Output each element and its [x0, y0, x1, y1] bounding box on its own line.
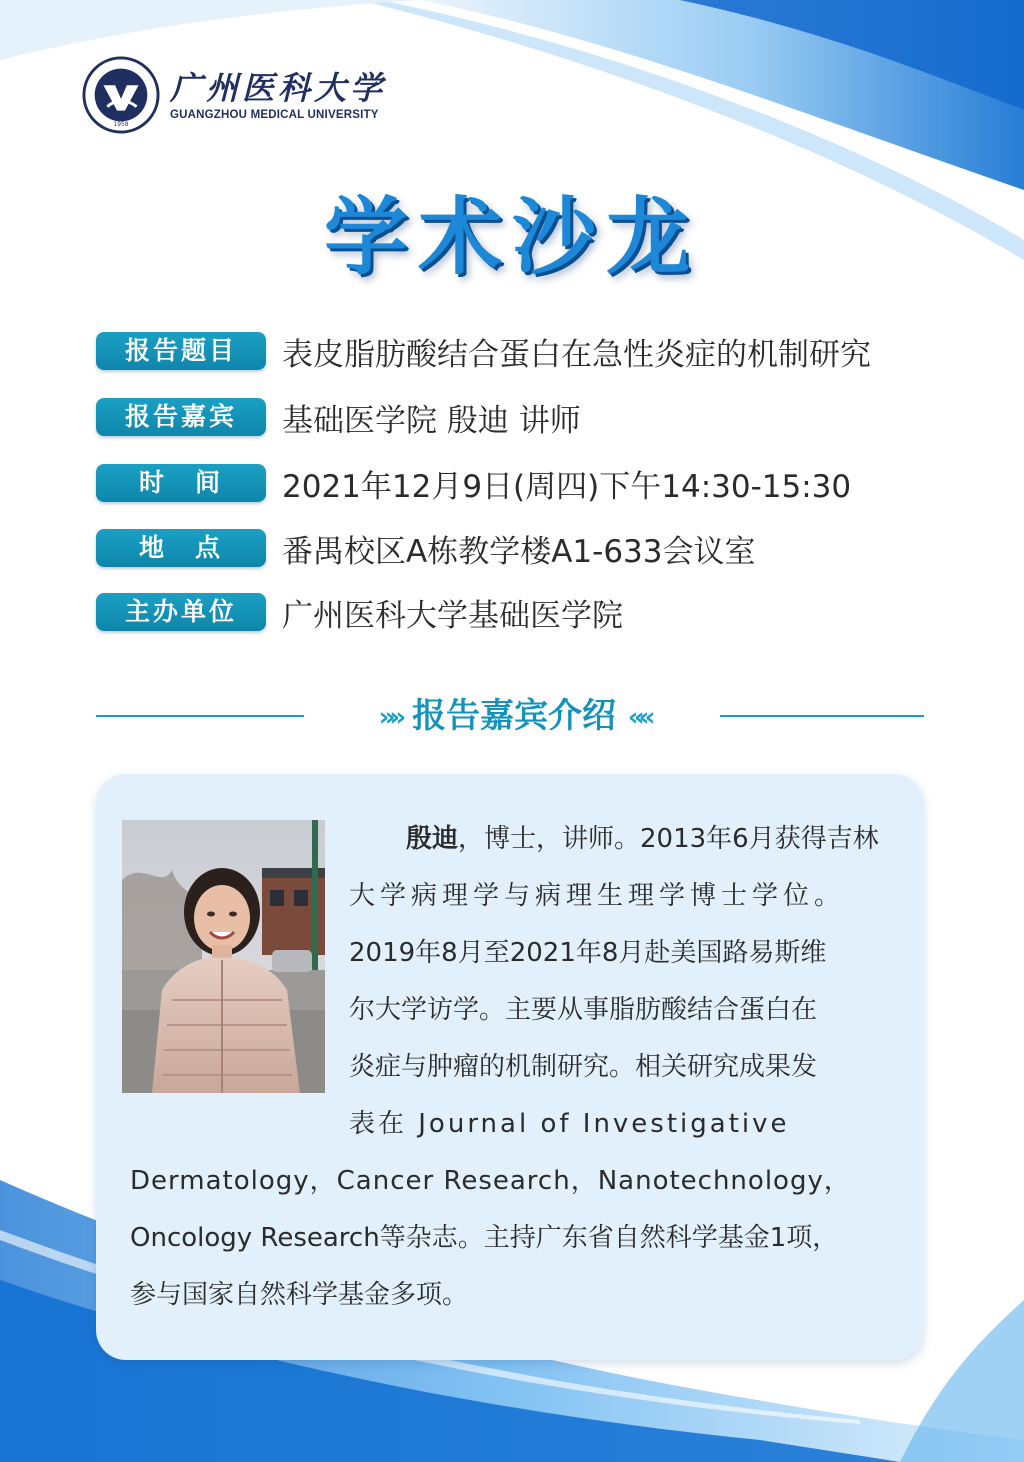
bio-line	[406, 818, 879, 855]
info-label: 地 点	[96, 529, 266, 567]
info-value: 广州医科大学基础医学院	[282, 597, 623, 634]
university-name-en: GUANGZHOU MEDICAL UNIVERSITY	[170, 109, 379, 121]
chevrons-left-icon: ««	[627, 702, 650, 733]
bio-line: Dermatology，Cancer Research，Nanotechnology，	[130, 1166, 851, 1196]
info-row-time	[96, 464, 852, 505]
bio-card	[96, 774, 924, 1360]
bio-line: 参与国家自然科学基金多项。	[130, 1280, 469, 1310]
bio-line: 大学病理学与病理生理学博士学位。	[349, 881, 846, 911]
bio-line: 表在 Journal of Investigative	[349, 1109, 790, 1139]
bio-line: Oncology Research等杂志。主持广东省自然科学基金1项，	[130, 1223, 839, 1253]
poster-title: 学术沙龙	[323, 188, 700, 286]
info-row-organizer	[96, 593, 623, 634]
seal-year: 1958	[113, 122, 129, 129]
section-title	[328, 690, 700, 742]
speaker-photo	[122, 820, 325, 1093]
bio-line: 尔大学访学。主要从事脂肪酸结合蛋白在	[349, 995, 818, 1025]
divider-line	[720, 715, 924, 717]
info-value: 表皮脂肪酸结合蛋白在急性炎症的机制研究	[282, 336, 871, 373]
info-value: 基础医学院 殷迪 讲师	[282, 402, 581, 439]
divider-line	[96, 715, 304, 717]
info-row-topic	[96, 332, 871, 373]
info-label: 时 间	[96, 464, 266, 502]
university-name-cn: 广州医科大学	[170, 69, 387, 107]
university-seal-icon	[82, 56, 160, 134]
section-heading	[96, 690, 924, 742]
bio-line: 炎症与肿瘤的机制研究。相关研究成果发	[349, 1052, 818, 1082]
bio-line: 2019年8月至2021年8月赴美国路易斯维	[349, 938, 827, 968]
university-logo	[82, 60, 386, 130]
info-label: 报告嘉宾	[96, 398, 266, 436]
info-row-speaker	[96, 398, 581, 439]
section-title-text: 报告嘉宾介绍	[412, 696, 616, 736]
speaker-name: 殷迪	[406, 824, 459, 854]
info-value: 番禺校区A栋教学楼A1-633会议室	[282, 533, 756, 570]
info-label: 报告题目	[96, 332, 266, 370]
info-label: 主办单位	[96, 593, 266, 631]
info-row-location	[96, 529, 756, 570]
chevrons-right-icon: »»	[378, 702, 401, 733]
bio-text: ，博士，讲师。2013年6月获得吉林	[458, 824, 879, 854]
info-value: 2021年12月9日(周四)下午14:30-15:30	[282, 468, 852, 505]
